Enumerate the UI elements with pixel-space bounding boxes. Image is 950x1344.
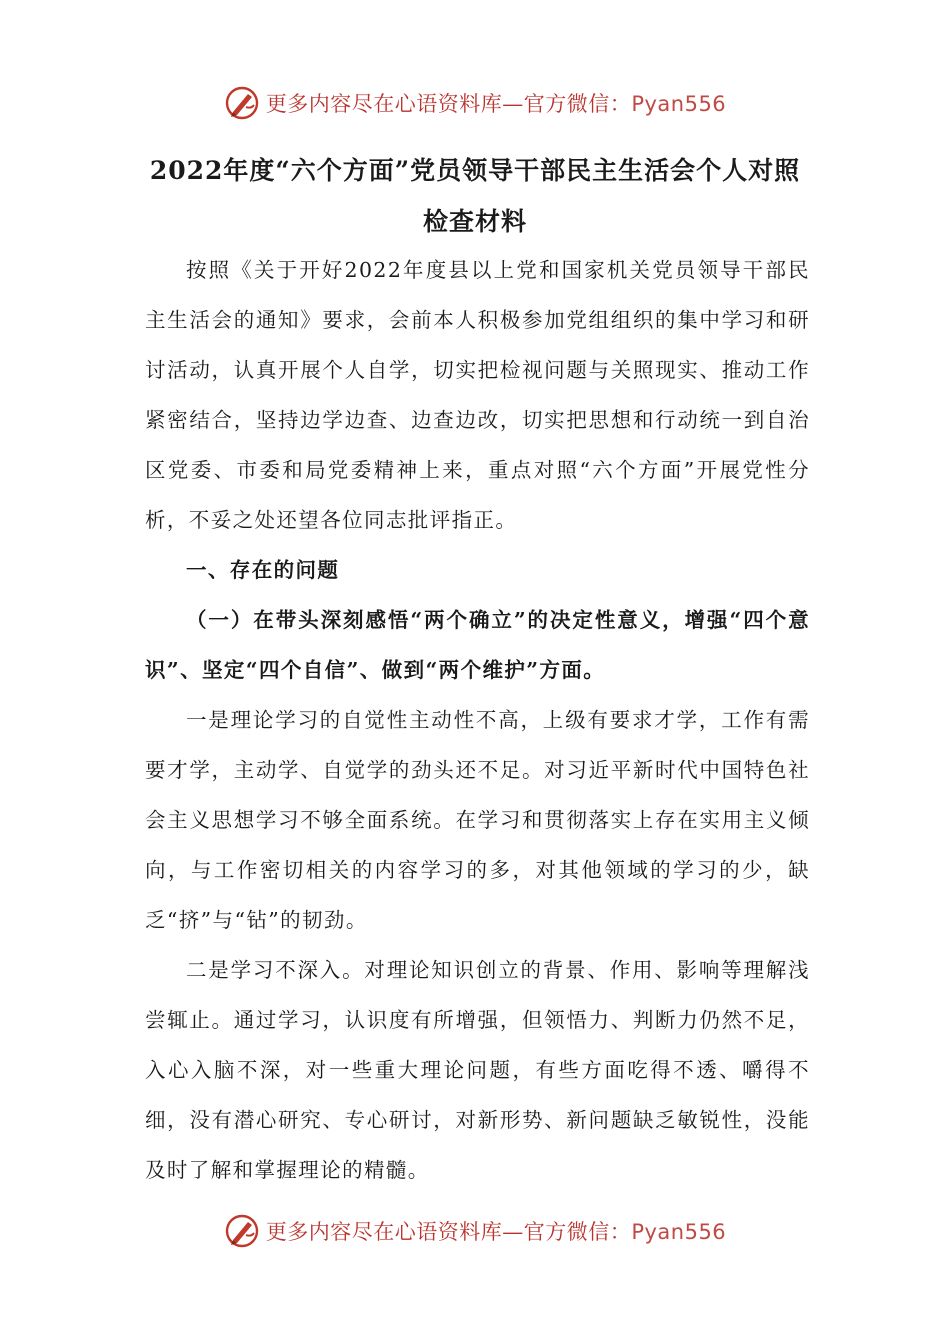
document-title-line-2: 检查材料: [422, 207, 527, 236]
banner-text: [266, 88, 726, 118]
wechat-id: Pyan556: [631, 1220, 727, 1244]
problem-point-1: 一是理论学习的自觉性主动性不高，上级有要求才学，工作有需要才学，主动学、自觉学的劲头还不足。对习近平新时代中国特色社会主义思想学习不够全面系统。在学习和贯彻落实上存在实用主义倾向，与工作密切相关的内容学习的多，对其他领域的学习的少，缺乏“挤”与“钻”的韧劲。: [145, 708, 810, 932]
pen-ink-logo-icon: [224, 1213, 260, 1249]
header-banner: [0, 78, 950, 128]
section-heading-problems: 一、存在的问题: [186, 558, 340, 582]
banner-text: [266, 1216, 726, 1246]
intro-paragraph: 按照《关于开好2022年度县以上党和国家机关党员领导干部民主生活会的通知》要求，会前本人积极参加党组组织的集中学习和研讨活动，认真开展个人自学，切实把检视问题与关照现实、推动工作紧密结合，坚持边学边查、边查边改，切实把思想和行动统一到自治区党委、市委和局党委精神上来，重点对照“六个方面”开展党性分析，不妥之处还望各位同志批评指正。: [145, 258, 810, 532]
pen-ink-logo-icon: [224, 85, 260, 121]
footer-banner: [0, 1206, 950, 1256]
document-title-line-1: 2022年度“六个方面”党员领导干部民主生活会个人对照: [149, 156, 801, 185]
problem-point-2: 二是学习不深入。对理论知识创立的背景、作用、影响等理解浅尝辄止。通过学习，认识度有所增强，但领悟力、判断力仍然不足，入心入脑不深，对一些重大理论问题，有些方面吃得不透、嚼得不细，没有潜心研究、专心研讨，对新形势、新问题缺乏敏锐性，没能及时了解和掌握理论的精髓。: [145, 958, 810, 1182]
banner-slogan: 更多内容尽在心语资料库—官方微信：: [265, 1220, 632, 1244]
subsection-heading-1: （一）在带头深刻感悟“两个确立”的决定性意义，增强“四个意识”、坚定“四个自信”、做到“两个维护”方面。: [145, 608, 810, 682]
banner-slogan: 更多内容尽在心语资料库—官方微信：: [265, 92, 632, 116]
document-body: [145, 245, 810, 1195]
wechat-id: Pyan556: [631, 92, 727, 116]
